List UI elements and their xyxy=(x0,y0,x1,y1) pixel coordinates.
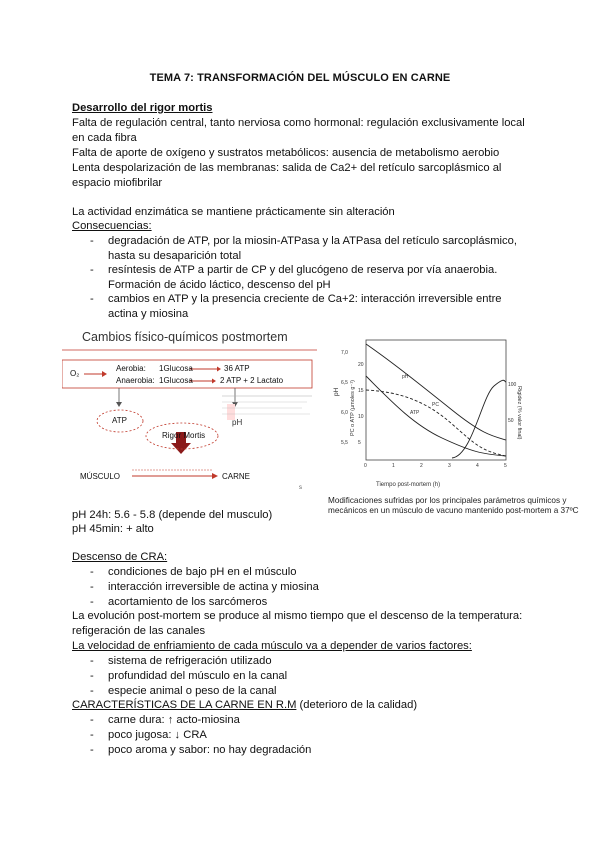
rigor-line: Falta de aporte de oxígeno y sustratos metabólicos: ausencia de metabolismo aerobio xyxy=(72,147,500,159)
series-label-atp: ATP xyxy=(410,410,420,416)
list-item: acortamiento de los sarcómeros xyxy=(108,596,268,608)
caracteristicas-heading: CARACTERÍSTICAS DE LA CARNE EN R.M xyxy=(72,699,297,711)
y-mid-label: PC o ATP (µmoles g⁻¹) xyxy=(350,380,356,436)
ph-line-1: pH 24h: 5.6 - 5.8 (depende del musculo) xyxy=(72,509,273,521)
x-tick-label: 1 xyxy=(392,463,395,469)
list-dash: - xyxy=(90,566,94,578)
list-item: poco aroma y sabor: no hay degradación xyxy=(108,744,312,756)
list-dash: - xyxy=(90,670,94,682)
postmortem-chart xyxy=(328,336,598,515)
y-tick-label-left: 5,5 xyxy=(341,440,348,446)
aerobia-output: 36 ATP xyxy=(224,364,250,373)
y-tick-label-left: 7,0 xyxy=(341,350,348,356)
list-item: cambios en ATP y la presencia creciente de Ca+2: interacción irreversible entre xyxy=(108,293,502,305)
x-tick-label: 4 xyxy=(476,463,479,469)
carne-label: CARNE xyxy=(222,472,251,481)
atp-curve xyxy=(366,390,506,456)
y-tick-label-mid: 20 xyxy=(358,362,364,368)
musculo-label: MÚSCULO xyxy=(80,472,121,481)
y-tick-label-mid: 15 xyxy=(358,388,364,394)
list-dash: - xyxy=(90,744,94,756)
list-item: resíntesis de ATP a partir de CP y del glucógeno de reserva por vía anaerobia. xyxy=(108,264,498,276)
y-right-label: Rigidez (% valor final) xyxy=(516,386,522,440)
chart-caption-2: mecánicos en un músculo de vacuno mantenido post-mortem a 37ºC xyxy=(328,506,579,515)
list-item: sistema de refrigeración utilizado xyxy=(108,655,272,667)
list-dash: - xyxy=(90,264,94,276)
evolution-line: La evolución post-mortem se produce al mismo tiempo que el descenso de la temperatura: xyxy=(72,610,523,622)
list-dash: - xyxy=(90,685,94,697)
x-tick-label: 3 xyxy=(448,463,451,469)
y-tick-label-right: 50 xyxy=(508,418,514,424)
speed-heading: La velocidad de enfriamiento de cada músculo va a depender de varios factores: xyxy=(72,640,472,652)
rigor-label: Rigor Mortis xyxy=(162,431,206,440)
y-tick-label-right: 100 xyxy=(508,382,517,388)
y-tick-label-mid: 5 xyxy=(358,440,361,446)
evolution-line: refigeración de las canales xyxy=(72,625,206,637)
rigor-line: Lenta despolarización de las membranas: salida de Ca2+ del retículo sarcoplásmico al xyxy=(72,162,502,174)
rigor-line: en cada fibra xyxy=(72,132,137,144)
list-dash: - xyxy=(90,581,94,593)
y-left-label: pH xyxy=(333,387,340,396)
list-item: degradación de ATP, por la miosin-ATPasa y la ATPasa del retículo sarcoplásmico, xyxy=(108,235,517,247)
x-label: Tiempo post-mortem (h) xyxy=(376,482,441,488)
list-item: actina y miosina xyxy=(108,308,189,320)
enzyme-line: La actividad enzimática se mantiene prácticamente sin alteración xyxy=(72,206,395,218)
y-tick-label-left: 6,5 xyxy=(341,380,348,386)
list-dash: - xyxy=(90,235,94,247)
list-item: condiciones de bajo pH en el músculo xyxy=(108,566,297,578)
list-dash: - xyxy=(90,293,94,305)
list-item: hasta su desaparición total xyxy=(108,250,242,262)
anaerobia-input: 1Glucosa xyxy=(159,376,193,385)
caracteristicas-suffix: (deterioro de la calidad) xyxy=(296,699,418,711)
x-tick-label: 2 xyxy=(420,463,423,469)
list-item: Formación de ácido láctico, descenso del pH xyxy=(108,279,331,291)
anaerobia-output: 2 ATP + 2 Lactato xyxy=(220,376,284,385)
svg-text:s: s xyxy=(299,485,302,491)
list-item: profundidad del músculo en la canal xyxy=(108,670,288,682)
pc-curve xyxy=(366,376,506,456)
consequences-heading: Consecuencias: xyxy=(72,220,152,232)
ph-line-2: pH 45min: + alto xyxy=(72,523,154,535)
x-tick-label: 0 xyxy=(364,463,367,469)
cra-heading: Descenso de CRA: xyxy=(72,551,168,563)
figure-left-title: Cambios físico-químicos postmortem xyxy=(82,330,288,344)
physicochemical-figure xyxy=(62,326,317,496)
chart-svg xyxy=(332,336,598,496)
rigor-line: Falta de regulación central, tanto nerviosa como hormonal: regulación exclusivamente local xyxy=(72,117,525,129)
figure-left-svg xyxy=(62,326,317,496)
aerobia-input: 1Glucosa xyxy=(159,364,193,373)
series-label-pc: PC xyxy=(432,402,439,408)
series-label-ph: pH xyxy=(402,374,409,380)
list-item: interacción irreversible de actina y miosina xyxy=(108,581,319,593)
rigor-heading: Desarrollo del rigor mortis xyxy=(72,102,213,114)
page-title: TEMA 7: TRANSFORMACIÓN DEL MÚSCULO EN CARNE xyxy=(149,72,451,84)
anaerobia-label: Anaerobia: xyxy=(116,376,155,385)
caracteristicas-line xyxy=(72,698,417,713)
list-item: carne dura: ↑ acto-miosina xyxy=(108,714,240,726)
aerobia-label: Aerobia: xyxy=(116,364,146,373)
o2-label: O₂ xyxy=(70,369,80,378)
y-tick-label-mid: 10 xyxy=(358,414,364,420)
ph-label: pH xyxy=(232,418,243,427)
list-dash: - xyxy=(90,596,94,608)
rigor-line: espacio miofibrilar xyxy=(72,177,163,189)
atp-label: ATP xyxy=(112,416,127,425)
list-item: poco jugosa: ↓ CRA xyxy=(108,729,207,741)
list-dash: - xyxy=(90,729,94,741)
list-dash: - xyxy=(90,655,94,667)
list-dash: - xyxy=(90,714,94,726)
list-item: especie animal o peso de la canal xyxy=(108,685,277,697)
chart-caption-1: Modificaciones sufridas por los principales parámetros químicos y xyxy=(328,496,567,505)
y-tick-label-left: 6,0 xyxy=(341,410,348,416)
x-tick-label: 5 xyxy=(504,463,507,469)
